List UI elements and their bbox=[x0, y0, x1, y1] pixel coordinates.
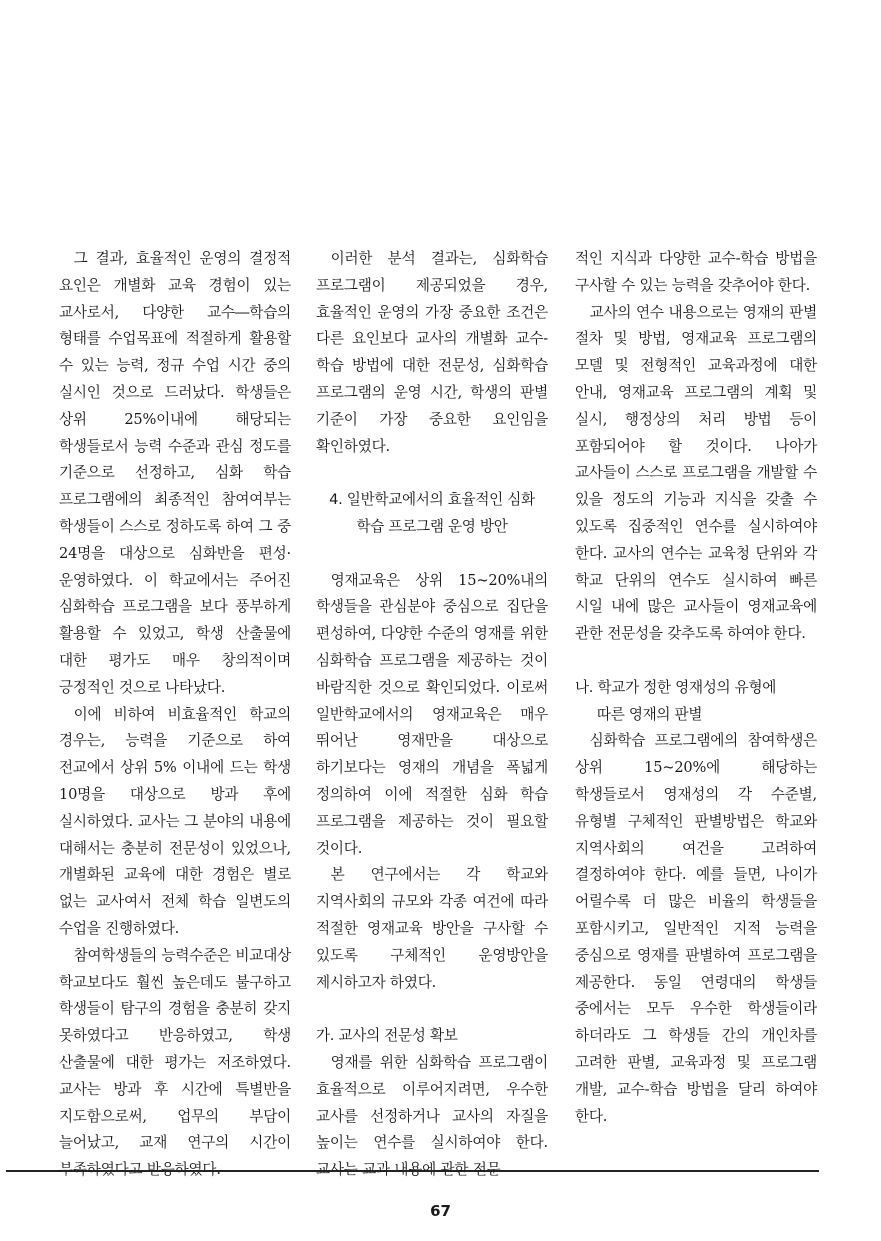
paragraph: 그 결과, 효율적인 운영의 결정적 요인은 개별화 교육 경험이 있는 교사로서, 다양한 교수―학습의 형태를 수업목표에 적절하게 활용할 수 있는 능력, 정규 수업 시간 중의 실시인 것으로 드러났다. 학생들은 상위 25%이내에 해당되는 학생들로서 능력 수준과 관심 정도를 기준으로 선정하고, 심화 학습 프로그램에의 최종적인 참여여부는 학생들이 스스로 정하도록 하여 그 중 24명을 대상으로 심화반을 편성·운영하였다. 이 학교에서는 주어진 심화학습 프로그램을 보다 풍부하게 활용할 수 있었고, 학생 산출물에 대한 평가도 매우 창의적이며 긍정적인 것으로 나타났다. bbox=[59, 250, 291, 696]
paragraph: 영재를 위한 심화학습 프로그램이 효율적으로 이루어지려면, 우수한 교사를 선정하거나 교사의 자질을 높이는 연수를 실시하여야 한다. 교사는 교과 내용에 관한 전문 bbox=[316, 1053, 548, 1179]
paragraph: 영재교육은 상위 15~20%내의 학생들을 관심분야 중심으로 집단을 편성하여, 다양한 수준의 영재를 위한 심화학습 프로그램을 제공하는 것이 바람직한 것으로 확인되었다. 이로써 일반학교에서의 영재교육은 매우 뛰어난 영재만을 대상으로 하기보다는 영재의 개념을 폭넓게 정의하여 이에 적절한 심화 학습 프로그램을 제공하는 것이 필요할 것이다. bbox=[316, 571, 548, 857]
subsection-heading-b bbox=[575, 675, 817, 729]
subsection-heading-a: 가. 교사의 전문성 확보 bbox=[316, 1027, 458, 1045]
paragraph: 이에 비하여 비효율적인 학교의 경우는, 능력을 기준으로 하여 전교에서 상위 5% 이내에 드는 학생 10명을 대상으로 방과 후에 실시하였다. 교사는 그 분야의 내용에 대해서는 충분히 전문성이 있었으나, 개별화된 교육에 대한 경험은 별로 없는 교사여서 전체 학습 일변도의 수업을 진행하였다. bbox=[59, 705, 291, 937]
section-heading bbox=[316, 487, 548, 541]
subsection-heading-b-line1: 나. 학교가 정한 영재성의 유형에 bbox=[575, 678, 777, 696]
paragraph: 이러한 분석 결과는, 심화학습 프로그램이 제공되었을 경우, 효율적인 운영의 가장 중요한 조건은 다른 요인보다 교사의 개별화 교수-학습 방법에 대한 전문성, 심화학습 프로그램의 운영 시간, 학생의 판별 기준이 가장 중요한 요인임을 확인하였다. bbox=[316, 250, 548, 455]
footer-rule bbox=[6, 1170, 819, 1172]
section-heading-line1: 4. 일반학교에서의 효율적인 심화 bbox=[329, 491, 535, 509]
paragraph: 심화학습 프로그램에의 참여학생은 상위 15~20%에 해당하는 학생들로서 영재성의 각 수준별, 유형별 구체적인 판별방법은 학교와 지역사회의 여건을 고려하여 결정하여야 한다. 예를 들면, 나이가 어릴수록 더 많은 비율의 학생들을 포함시키고, 일반적인 지적 능력을 중심으로 영재를 판별하여 프로그램을 제공한다. 동일 연령대의 학생들 중에서는 모두 우수한 학생들이라 하더라도 그 학생들 간의 개인차를 고려한 판별, 교육과정 및 프로그램 개발, 교수-학습 방법을 달리 하여야 한다. bbox=[575, 732, 817, 1125]
section-heading-line2: 학습 프로그램 운영 방안 bbox=[356, 517, 508, 535]
text-column-1 bbox=[59, 246, 291, 1184]
paragraph: 본 연구에서는 각 학교와 지역사회의 규모와 각종 여건에 따라 적절한 영재교육 방안을 구사할 수 있도록 구체적인 운영방안을 제시하고자 하였다. bbox=[316, 866, 548, 991]
text-column-2 bbox=[316, 246, 548, 1184]
text-column-3 bbox=[575, 246, 817, 1130]
paragraph: 적인 지식과 다양한 교수-학습 방법을 구사할 수 있는 능력을 갖추어야 한다. bbox=[575, 250, 817, 294]
paragraph: 참여학생들의 능력수준은 비교대상 학교보다도 훨씬 높은데도 불구하고 학생들이 탐구의 경험을 충분히 갖지 못하였다고 반응하였고, 학생 산출물에 대한 평가는 저조하였다. 교사는 방과 후 시간에 특별반을 지도함으로써, 업무의 부담이 늘어났고, 교재 연구의 시간이 부족하였다고 반응하였다. bbox=[59, 946, 291, 1179]
paragraph: 교사의 연수 내용으로는 영재의 판별 절차 및 방법, 영재교육 프로그램의 모델 및 전형적인 교육과정에 대한 안내, 영재교육 프로그램의 계획 및 실시, 행정상의 처리 방법 등이 포함되어야 할 것이다. 나아가 교사들이 스스로 프로그램을 개발할 수 있을 정도의 기능과 지식을 갖출 수 있도록 집중적인 연수를 실시하여야 한다. 교사의 연수는 교육청 단위와 각 학교 단위의 연수도 실시하여 빠른 시일 내에 많은 교사들이 영재교육에 관한 전문성을 갖추도록 하여야 한다. bbox=[575, 303, 817, 643]
subsection-heading-b-line2: 따른 영재의 판별 bbox=[596, 705, 703, 723]
page-number: 67 bbox=[430, 1202, 451, 1220]
